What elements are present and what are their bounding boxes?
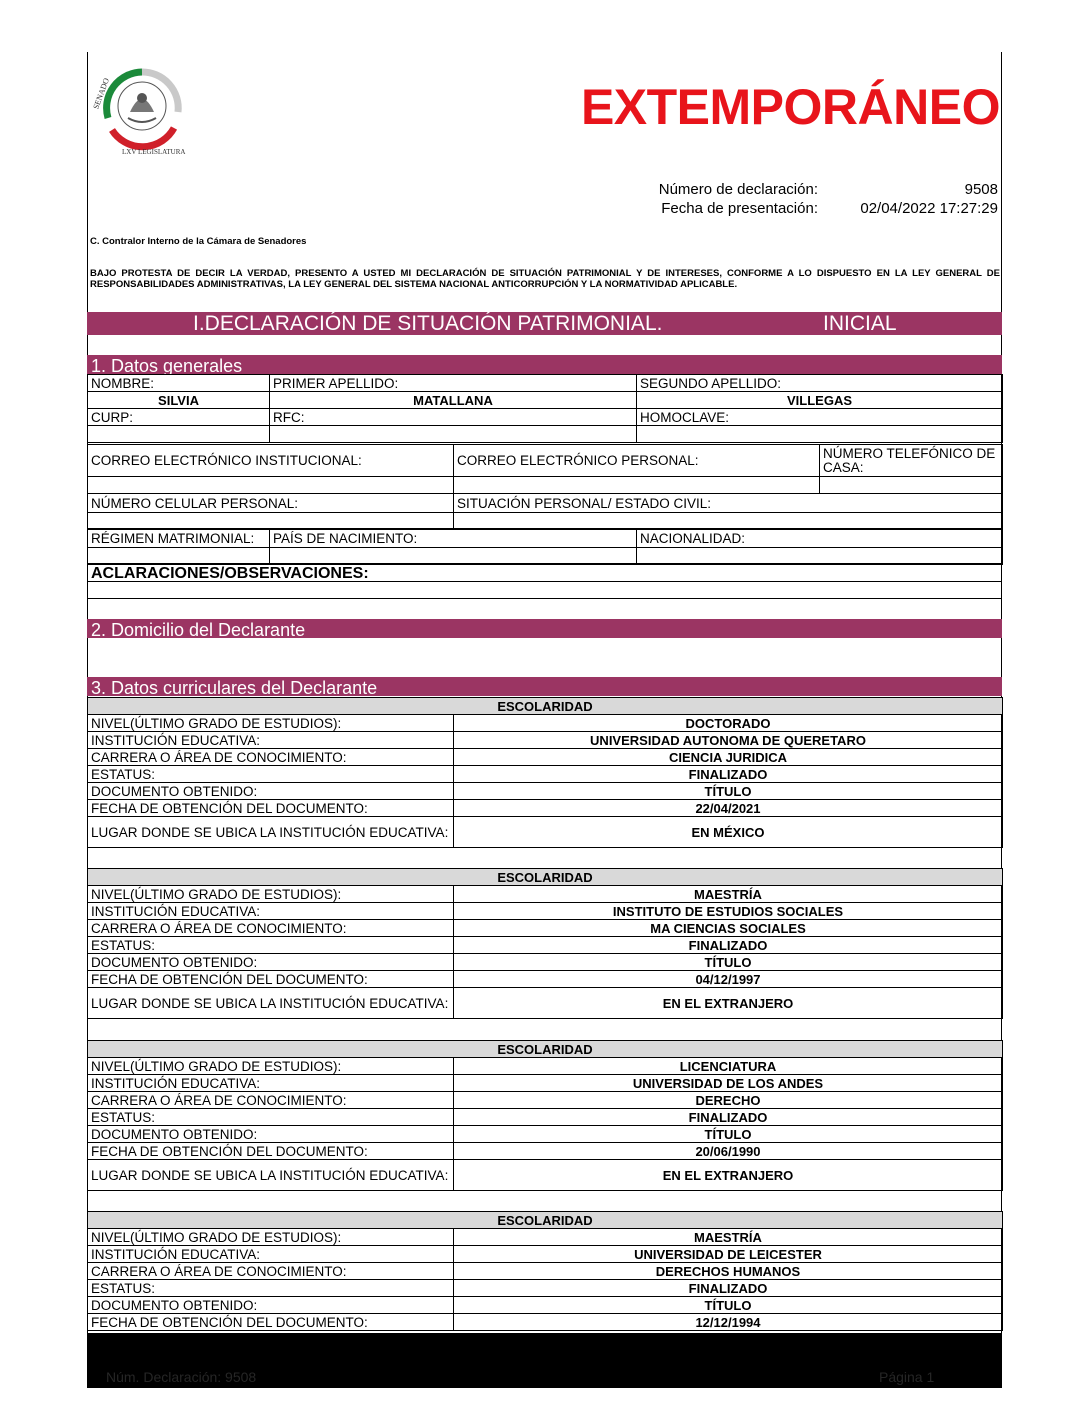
pais-value [270,548,637,565]
escolaridad-row [88,783,1003,800]
celular-table [87,493,1003,530]
escolaridad-lugar-label: LUGAR DONDE SE UBICA LA INSTITUCIÓN EDUCATIVA: [88,817,454,848]
escolaridad-estatus-value: FINALIZADO [454,766,1003,783]
nacionalidad-label: NACIONALIDAD: [637,529,1003,548]
nacimiento-table [87,528,1003,565]
escolaridad-row [88,1246,1003,1263]
main-title-left: I.DECLARACIÓN DE SITUACIÓN PATRIMONIAL. [193,312,663,335]
escolaridad-institucion-label: INSTITUCIÓN EDUCATIVA: [88,1246,454,1263]
declaration-meta [600,180,998,218]
escolaridad-header: ESCOLARIDAD [88,1212,1003,1229]
escolaridad-row [88,800,1003,817]
escolaridad-row [88,1058,1003,1075]
escolaridad-carrera-value: DERECHO [454,1092,1003,1109]
escolaridad-fecha-value: 04/12/1997 [454,971,1003,988]
primer-apellido-value: MATALLANA [270,392,637,409]
escolaridad-documento-label: DOCUMENTO OBTENIDO: [88,783,454,800]
estado-civil-value [454,513,1003,530]
primer-apellido-label: PRIMER APELLIDO: [270,375,637,392]
segundo-apellido-value: VILLEGAS [637,392,1003,409]
escolaridad-row [88,749,1003,766]
escolaridad-fecha-value: 20/06/1990 [454,1143,1003,1160]
extemporaneo-stamp: EXTEMPORÁNEO [580,79,1000,135]
footer-page-number: Página 1 [879,1369,935,1385]
tel-casa-label: NÚMERO TELEFÓNICO DE CASA: [820,445,1003,477]
escolaridad-table [87,1211,1003,1331]
escolaridad-lugar-label: LUGAR DONDE SE UBICA LA INSTITUCIÓN EDUCATIVA: [88,1160,454,1191]
num-decl-value: 9508 [964,181,998,198]
escolaridad-carrera-value: MA CIENCIAS SOCIALES [454,920,1003,937]
escolaridad-table [87,868,1003,1019]
celular-label: NÚMERO CELULAR PERSONAL: [88,494,454,513]
escolaridad-fecha-label: FECHA DE OBTENCIÓN DEL DOCUMENTO: [88,1314,454,1331]
rfc-label: RFC: [270,409,637,426]
escolaridad-carrera-value: CIENCIA JURIDICA [454,749,1003,766]
num-decl-label: Número de declaración: [658,181,818,198]
escolaridad-estatus-label: ESTATUS: [88,766,454,783]
correo-inst-label: CORREO ELECTRÓNICO INSTITUCIONAL: [88,445,454,477]
escolaridad-fecha-label: FECHA DE OBTENCIÓN DEL DOCUMENTO: [88,1143,454,1160]
escolaridad-carrera-value: DERECHOS HUMANOS [454,1263,1003,1280]
escolaridad-carrera-label: CARRERA O ÁREA DE CONOCIMIENTO: [88,1092,454,1109]
escolaridad-row [88,766,1003,783]
regimen-label: RÉGIMEN MATRIMONIAL: [88,529,270,548]
escolaridad-lugar-label: LUGAR DONDE SE UBICA LA INSTITUCIÓN EDUCATIVA: [88,988,454,1019]
escolaridad-table [87,697,1003,848]
correo-pers-label: CORREO ELECTRÓNICO PERSONAL: [454,445,820,477]
escolaridad-nivel-value: MAESTRÍA [454,886,1003,903]
celular-value [88,513,454,530]
escolaridad-nivel-label: NIVEL(ÚLTIMO GRADO DE ESTUDIOS): [88,886,454,903]
escolaridad-fecha-label: FECHA DE OBTENCIÓN DEL DOCUMENTO: [88,800,454,817]
escolaridad-row [88,954,1003,971]
escolaridad-nivel-value: LICENCIATURA [454,1058,1003,1075]
correo-inst-value [88,477,454,494]
aclaraciones-label: ACLARACIONES/OBSERVACIONES: [87,563,1002,582]
main-title-right: INICIAL [823,312,897,335]
escolaridad-institucion-label: INSTITUCIÓN EDUCATIVA: [88,903,454,920]
segundo-apellido-label: SEGUNDO APELLIDO: [637,375,1003,392]
escolaridad-nivel-label: NIVEL(ÚLTIMO GRADO DE ESTUDIOS): [88,1229,454,1246]
nombre-value: SILVIA [88,392,270,409]
tel-casa-value [820,477,1003,494]
escolaridad-row [88,1160,1003,1191]
escolaridad-nivel-label: NIVEL(ÚLTIMO GRADO DE ESTUDIOS): [88,1058,454,1075]
curp-value [88,426,270,443]
correo-pers-value [454,477,820,494]
escolaridad-documento-value: TÍTULO [454,954,1003,971]
escolaridad-institucion-value: UNIVERSIDAD DE LOS ANDES [454,1075,1003,1092]
escolaridad-fecha-value: 22/04/2021 [454,800,1003,817]
escolaridad-row [88,715,1003,732]
escolaridad-row [88,1280,1003,1297]
section-domicilio: 2. Domicilio del Declarante [87,619,1002,638]
escolaridad-institucion-value: UNIVERSIDAD AUTONOMA DE QUERETARO [454,732,1003,749]
protesta-text: BAJO PROTESTA DE DECIR LA VERDAD, PRESENTO A USTED MI DECLARACIÓN DE SITUACIÓN PATRIMONIAL Y DE INTERESES, CONFORME A LO DISPUESTO EN LA LEY GENERAL DE RESPONSABILIDADES ADMINISTRATIVAS, LA LEY GENERAL DEL SISTEMA NACIONAL ANTICORRUPCIÓN Y LA NORMATIVIDAD APLICABLE. [90,268,1000,290]
escolaridad-nivel-value: MAESTRÍA [454,1229,1003,1246]
escolaridad-header: ESCOLARIDAD [88,869,1003,886]
escolaridad-nivel-value: DOCTORADO [454,715,1003,732]
homoclave-label: HOMOCLAVE: [637,409,1003,426]
addressee: C. Contralor Interno de la Cámara de Senadores [90,236,307,247]
footer-declaration-number: Núm. Declaración: 9508 [106,1369,257,1385]
escolaridad-row [88,1314,1003,1331]
escolaridad-fecha-value: 12/12/1994 [454,1314,1003,1331]
escolaridad-carrera-label: CARRERA O ÁREA DE CONOCIMIENTO: [88,1263,454,1280]
escolaridad-row [88,732,1003,749]
escolaridad-nivel-label: NIVEL(ÚLTIMO GRADO DE ESTUDIOS): [88,715,454,732]
escolaridad-row [88,1109,1003,1126]
svg-text:LXV LEGISLATURA: LXV LEGISLATURA [122,148,186,156]
escolaridad-documento-value: TÍTULO [454,783,1003,800]
escolaridad-row [88,971,1003,988]
nombre-label: NOMBRE: [88,375,270,392]
escolaridad-documento-label: DOCUMENTO OBTENIDO: [88,954,454,971]
escolaridad-estatus-label: ESTATUS: [88,937,454,954]
nacionalidad-value [637,548,1003,565]
escolaridad-row [88,1075,1003,1092]
aclaraciones-value [87,581,1002,599]
escolaridad-row [88,1143,1003,1160]
escolaridad-header: ESCOLARIDAD [88,1041,1003,1058]
escolaridad-row [88,817,1003,848]
regimen-value [88,548,270,565]
rfc-value [270,426,637,443]
senate-seal-logo [90,56,194,160]
escolaridad-institucion-value: UNIVERSIDAD DE LEICESTER [454,1246,1003,1263]
escolaridad-row [88,1229,1003,1246]
fecha-value: 02/04/2022 17:27:29 [860,200,998,217]
escolaridad-row [88,1297,1003,1314]
escolaridad-documento-value: TÍTULO [454,1126,1003,1143]
escolaridad-carrera-label: CARRERA O ÁREA DE CONOCIMIENTO: [88,920,454,937]
main-title-bar [87,312,1002,335]
escolaridad-row [88,1126,1003,1143]
section-curriculares: 3. Datos curriculares del Declarante [87,677,1002,696]
escolaridad-row [88,1092,1003,1109]
svg-text:SENADO: SENADO [91,76,111,111]
datos-generales-table [87,374,1003,443]
escolaridad-estatus-value: FINALIZADO [454,1280,1003,1297]
escolaridad-institucion-label: INSTITUCIÓN EDUCATIVA: [88,1075,454,1092]
escolaridad-institucion-label: INSTITUCIÓN EDUCATIVA: [88,732,454,749]
escolaridad-lugar-value: EN EL EXTRANJERO [454,1160,1003,1191]
escolaridad-row [88,1263,1003,1280]
escolaridad-documento-label: DOCUMENTO OBTENIDO: [88,1297,454,1314]
escolaridad-row [88,886,1003,903]
escolaridad-documento-value: TÍTULO [454,1297,1003,1314]
escolaridad-fecha-label: FECHA DE OBTENCIÓN DEL DOCUMENTO: [88,971,454,988]
escolaridad-lugar-value: EN MÉXICO [454,817,1003,848]
escolaridad-institucion-value: INSTITUTO DE ESTUDIOS SOCIALES [454,903,1003,920]
homoclave-value [637,426,1003,443]
escolaridad-estatus-label: ESTATUS: [88,1109,454,1126]
escolaridad-row [88,937,1003,954]
escolaridad-lugar-value: EN EL EXTRANJERO [454,988,1003,1019]
escolaridad-row [88,988,1003,1019]
section-datos-generales: 1. Datos generales [87,355,1002,374]
curp-label: CURP: [88,409,270,426]
escolaridad-row [88,920,1003,937]
fecha-label: Fecha de presentación: [661,200,818,217]
pais-label: PAÍS DE NACIMIENTO: [270,529,637,548]
escolaridad-table [87,1040,1003,1191]
escolaridad-row [88,903,1003,920]
escolaridad-estatus-value: FINALIZADO [454,937,1003,954]
estado-civil-label: SITUACIÓN PERSONAL/ ESTADO CIVIL: [454,494,1003,513]
escolaridad-estatus-value: FINALIZADO [454,1109,1003,1126]
escolaridad-carrera-label: CARRERA O ÁREA DE CONOCIMIENTO: [88,749,454,766]
escolaridad-header: ESCOLARIDAD [88,698,1003,715]
escolaridad-estatus-label: ESTATUS: [88,1280,454,1297]
escolaridad-documento-label: DOCUMENTO OBTENIDO: [88,1126,454,1143]
contacto-table [87,444,1003,494]
